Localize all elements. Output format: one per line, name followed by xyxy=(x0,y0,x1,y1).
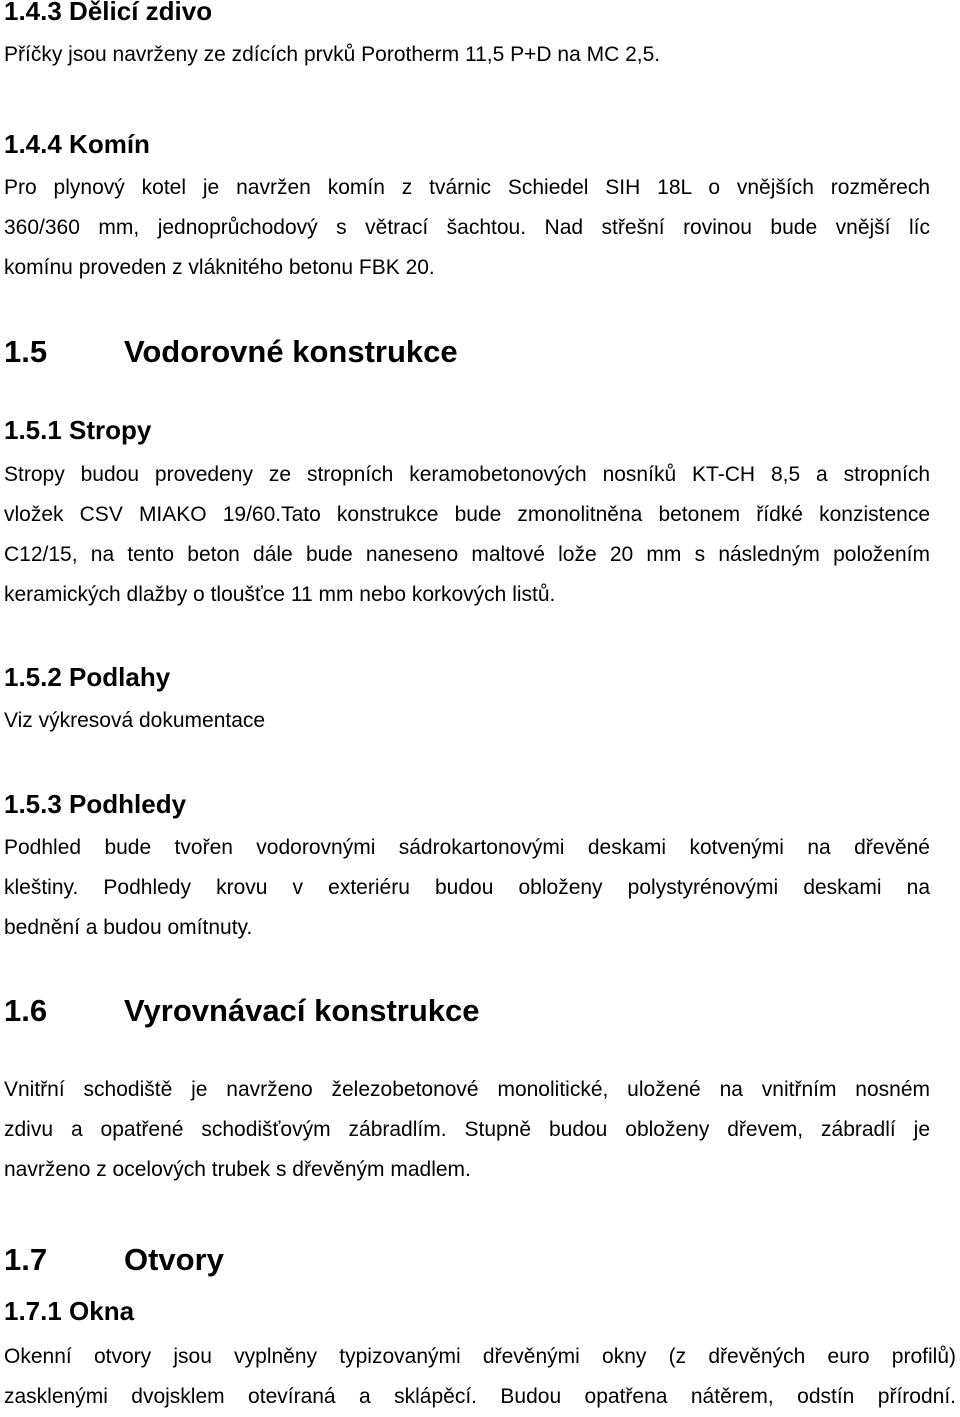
heading-1-4-4: 1.4.4 Komín xyxy=(4,129,150,159)
paragraph-chimney-line-1: Pro plynový kotel je navržen komín z tvárnic Schiedel SIH 18L o vnějších rozměrech xyxy=(4,176,930,199)
paragraph-ceilings-line-3: C12/15, na tento beton dále bude naneseno maltové lože 20 mm s následným položením xyxy=(4,543,930,566)
paragraph-stairs-line-3: navrženo z ocelových trubek s dřevěným madlem. xyxy=(4,1158,471,1181)
heading-1-4-3: 1.4.3 Dělicí zdivo xyxy=(4,0,213,26)
heading-1-7 xyxy=(4,1242,224,1278)
heading-1-5-title: Vodorovné konstrukce xyxy=(124,334,458,369)
heading-1-5-2: 1.5.2 Podlahy xyxy=(4,662,171,692)
paragraph-windows-line-1: Okenní otvory jsou vyplněny typizovanými dřevěnými okny (z dřevěných euro profilů) xyxy=(4,1345,956,1368)
heading-1-6-title: Vyrovnávací konstrukce xyxy=(124,993,480,1028)
paragraph-stairs-line-1: Vnitřní schodiště je navrženo železobetonové monolitické, uložené na vnitřním nosném xyxy=(4,1078,930,1101)
paragraph-partitions: Příčky jsou navrženy ze zdících prvků Porotherm 11,5 P+D na MC 2,5. xyxy=(4,43,661,66)
paragraph-chimney-line-3: komínu proveden z vláknitého betonu FBK 20. xyxy=(4,256,435,279)
heading-1-5-1: 1.5.1 Stropy xyxy=(4,415,152,445)
paragraph-soffits-line-2: kleštiny. Podhledy krovu v exteriéru budou obloženy polystyrénovými deskami na xyxy=(4,876,930,899)
heading-1-7-number: 1.7 xyxy=(4,1242,48,1277)
heading-1-7-1: 1.7.1 Okna xyxy=(4,1296,135,1326)
heading-1-5-number: 1.5 xyxy=(4,334,48,369)
paragraph-ceilings-line-1: Stropy budou provedeny ze stropních keramobetonových nosníků KT-CH 8,5 a stropních xyxy=(4,463,930,486)
paragraph-soffits-line-1: Podhled bude tvořen vodorovnými sádrokartonovými deskami kotvenými na dřevěné xyxy=(4,836,930,859)
paragraph-floors: Viz výkresová dokumentace xyxy=(4,709,266,732)
paragraph-ceilings-line-2: vložek CSV MIAKO 19/60.Tato konstrukce bude zmonolitněna betonem řídké konzistence xyxy=(4,503,930,526)
paragraph-ceilings-line-4: keramických dlažby o tloušťce 11 mm nebo korkových listů. xyxy=(4,583,556,606)
heading-1-6-number: 1.6 xyxy=(4,993,48,1028)
paragraph-soffits-line-3: bednění a budou omítnuty. xyxy=(4,916,253,939)
paragraph-windows-line-2: zasklenými dvojsklem otevíraná a sklápěcí. Budou opatřena nátěrem, odstín přírodní. xyxy=(4,1385,956,1408)
heading-1-5-3: 1.5.3 Podhledy xyxy=(4,789,187,819)
heading-1-7-title: Otvory xyxy=(124,1242,224,1277)
heading-1-6 xyxy=(4,993,480,1029)
paragraph-chimney-line-2: 360/360 mm, jednoprůchodový s větrací šachtou. Nad střešní rovinou bude vnější líc xyxy=(4,216,930,239)
heading-1-5 xyxy=(4,334,458,370)
paragraph-stairs-line-2: zdivu a opatřené schodišťovým zábradlím. Stupně budou obloženy dřevem, zábradlí je xyxy=(4,1118,930,1141)
